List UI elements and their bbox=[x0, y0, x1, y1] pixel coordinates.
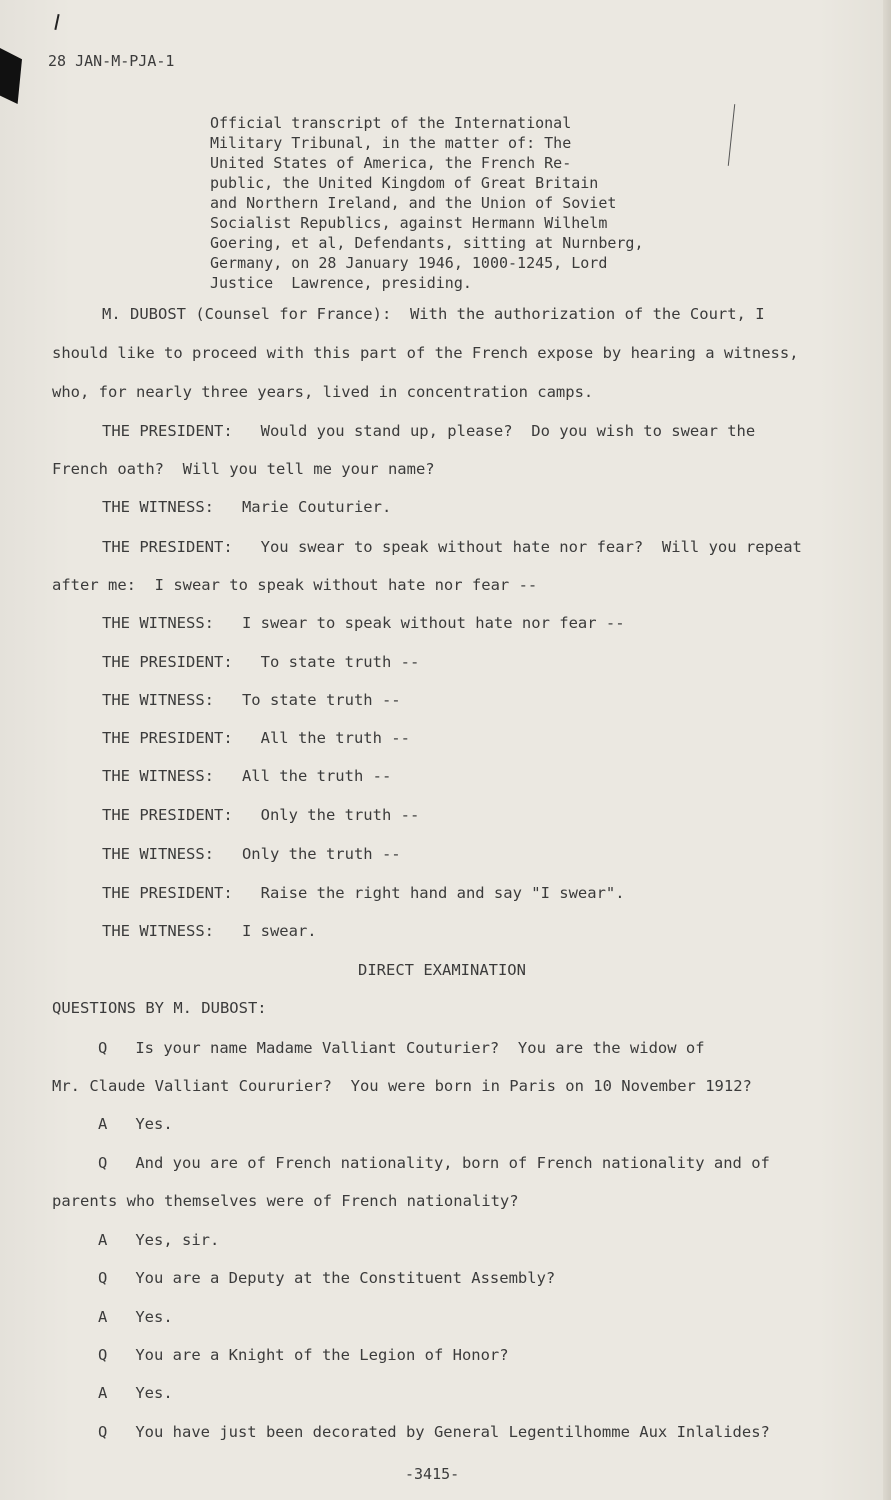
transcript-line: THE WITNESS: To state truth -- bbox=[102, 691, 401, 709]
answer-line: A Yes. bbox=[98, 1115, 173, 1133]
pencil-tick-mark bbox=[54, 14, 59, 30]
question-line: Q Is your name Madame Valliant Couturier? You are the widow of bbox=[98, 1039, 705, 1057]
question-line: Q You are a Knight of the Legion of Honor? bbox=[98, 1346, 509, 1364]
heading-line: and Northern Ireland, and the Union of Soviet bbox=[210, 194, 617, 212]
page-number: -3415- bbox=[405, 1465, 460, 1483]
section-heading: DIRECT EXAMINATION bbox=[358, 961, 526, 979]
transcript-line: THE WITNESS: I swear. bbox=[102, 922, 317, 940]
corner-ink-mark bbox=[0, 48, 22, 104]
heading-line: Goering, et al, Defendants, sitting at Nurnberg, bbox=[210, 234, 644, 252]
answer-line: A Yes. bbox=[98, 1384, 173, 1402]
question-line: Q And you are of French nationality, born of French nationality and of bbox=[98, 1154, 770, 1172]
answer-line: A Yes. bbox=[98, 1308, 173, 1326]
transcript-line: French oath? Will you tell me your name? bbox=[52, 460, 435, 478]
transcript-line: THE PRESIDENT: You swear to speak without hate nor fear? Will you repeat bbox=[102, 538, 802, 556]
heading-line: Military Tribunal, in the matter of: The bbox=[210, 134, 572, 152]
heading-line: Socialist Republics, against Hermann Wilhelm bbox=[210, 214, 608, 232]
heading-line: United States of America, the French Re- bbox=[210, 154, 572, 172]
page-edge bbox=[883, 0, 891, 1500]
transcript-line: THE PRESIDENT: Only the truth -- bbox=[102, 806, 420, 824]
heading-line: Justice Lawrence, presiding. bbox=[210, 274, 472, 292]
transcript-line: who, for nearly three years, lived in concentration camps. bbox=[52, 383, 594, 401]
transcript-line: THE PRESIDENT: Would you stand up, please? Do you wish to swear the bbox=[102, 422, 756, 440]
transcript-line: THE WITNESS: All the truth -- bbox=[102, 767, 392, 785]
transcript-line: THE PRESIDENT: To state truth -- bbox=[102, 653, 420, 671]
transcript-line: THE PRESIDENT: Raise the right hand and say "I swear". bbox=[102, 884, 625, 902]
reference-code: 28 JAN-M-PJA-1 bbox=[48, 52, 175, 70]
transcript-line: THE WITNESS: Only the truth -- bbox=[102, 845, 401, 863]
transcript-line: THE PRESIDENT: All the truth -- bbox=[102, 729, 410, 747]
transcript-line: after me: I swear to speak without hate nor fear -- bbox=[52, 576, 538, 594]
question-line: Q You are a Deputy at the Constituent Assembly? bbox=[98, 1269, 556, 1287]
transcript-line: should like to proceed with this part of the French expose by hearing a witness, bbox=[52, 344, 799, 362]
heading-line: Germany, on 28 January 1946, 1000-1245, Lord bbox=[210, 254, 608, 272]
heading-line: Official transcript of the International bbox=[210, 114, 572, 132]
question-line: parents who themselves were of French nationality? bbox=[52, 1192, 519, 1210]
transcript-line: QUESTIONS BY M. DUBOST: bbox=[52, 999, 267, 1017]
heading-line: public, the United Kingdom of Great Britain bbox=[210, 174, 599, 192]
question-line: Mr. Claude Valliant Coururier? You were born in Paris on 10 November 1912? bbox=[52, 1077, 752, 1095]
question-line: Q You have just been decorated by General Legentilhomme Aux Inlalides? bbox=[98, 1423, 770, 1441]
transcript-line: THE WITNESS: Marie Couturier. bbox=[102, 498, 392, 516]
transcript-line: M. DUBOST (Counsel for France): With the authorization of the Court, I bbox=[102, 305, 765, 323]
margin-bracket bbox=[728, 104, 735, 166]
transcript-line: THE WITNESS: I swear to speak without hate nor fear -- bbox=[102, 614, 625, 632]
answer-line: A Yes, sir. bbox=[98, 1231, 220, 1249]
